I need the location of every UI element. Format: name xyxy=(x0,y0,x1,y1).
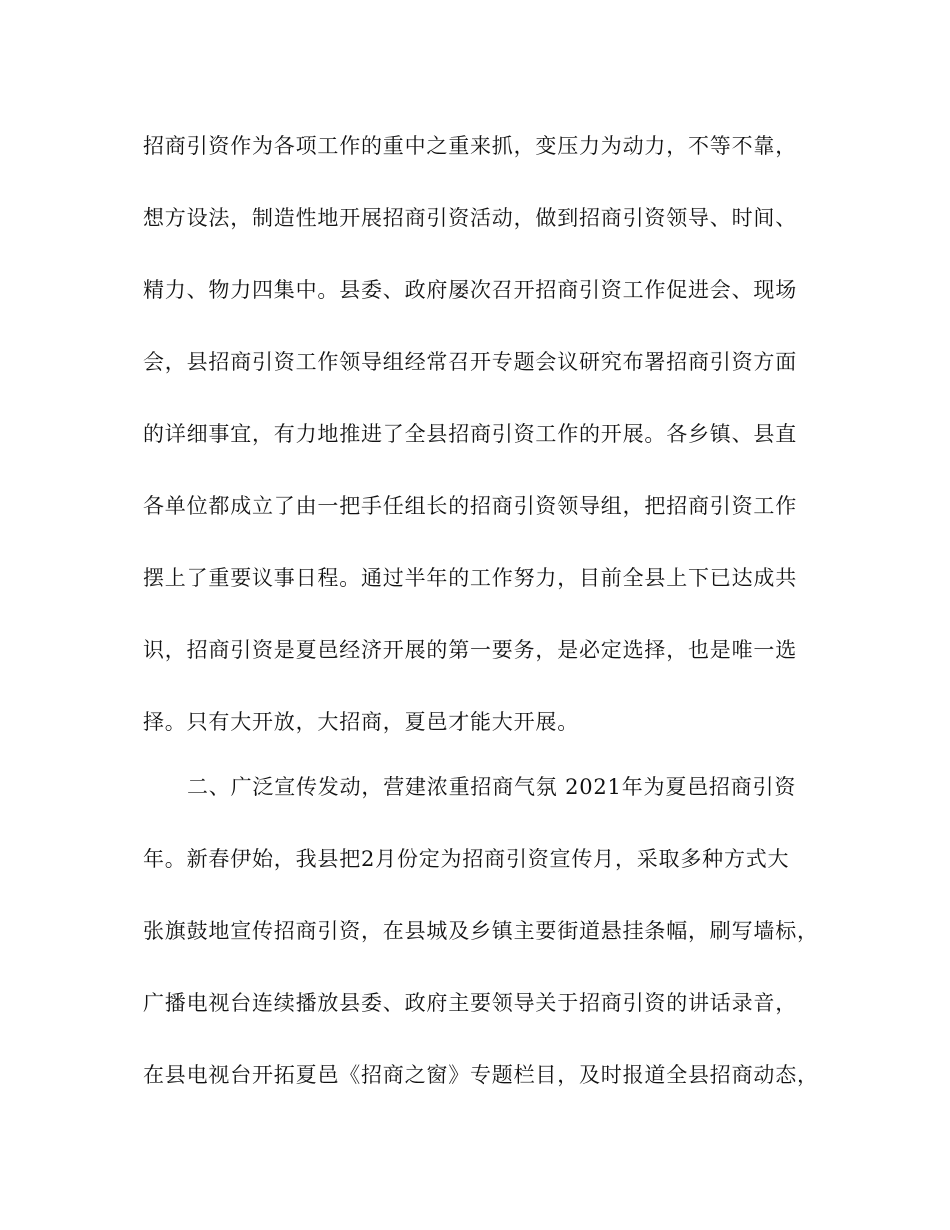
text-line: 择。只有大开放，大招商，夏邑才能大开展。 xyxy=(143,710,579,734)
text-line: 精力、物力四集中。县委、政府屡次召开招商引资工作促进会、现场 xyxy=(143,278,797,302)
text-line: 摆上了重要议事日程。通过半年的工作努力，目前全县上下已达成共 xyxy=(143,566,797,590)
paragraph-start-line: 二、广泛宣传发动，营建浓重招商气氛 2021年为夏邑招商引资 xyxy=(187,775,797,799)
text-line: 想方设法，制造性地开展招商引资活动，做到招商引资领导、时间、 xyxy=(143,206,797,230)
text-line: 在县电视台开拓夏邑《招商之窗》专题栏目，及时报道全县招商动态， xyxy=(143,1063,819,1087)
text-line: 张旗鼓地宣传招商引资，在县城及乡镇主要街道悬挂条幅，刷写墙标， xyxy=(143,919,819,943)
text-line: 各单位都成立了由一把手任组长的招商引资领导组，把招商引资工作 xyxy=(143,494,797,518)
text-line: 年。新春伊始，我县把2月份定为招商引资宣传月，采取多种方式大 xyxy=(143,847,790,871)
text-line: 广播电视台连续播放县委、政府主要领导关于招商引资的讲话录音， xyxy=(143,991,797,1015)
text-line: 的详细事宜，有力地推进了全县招商引资工作的开展。各乡镇、县直 xyxy=(143,422,797,446)
text-line: 识，招商引资是夏邑经济开展的第一要务，是必定选择，也是唯一选 xyxy=(143,638,797,662)
text-line: 招商引资作为各项工作的重中之重来抓，变压力为动力，不等不靠， xyxy=(143,134,797,158)
text-line: 会，县招商引资工作领导组经常召开专题会议研究布署招商引资方面 xyxy=(143,350,797,374)
